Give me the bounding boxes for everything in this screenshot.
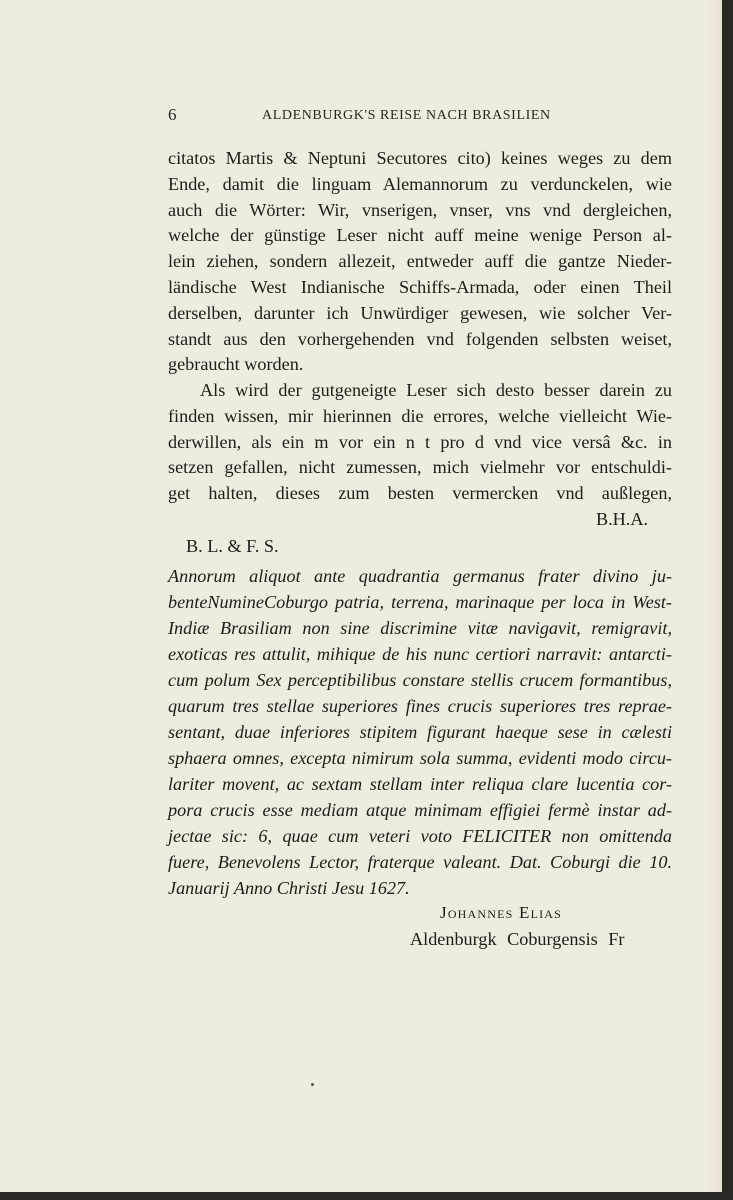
text-line: quarum tres stellae superiores fines crucis superiores tres reprae- <box>168 696 672 716</box>
author-origin: Aldenburgk Coburgensis Fr <box>410 929 625 949</box>
text-line: ländische West Indianische Schiffs-Armada, oder einen Theil <box>168 276 672 297</box>
text-line: Indiæ Brasiliam non sine discrimine vitæ navigavit, remigravit, <box>168 618 672 638</box>
page-header <box>0 105 722 127</box>
text-line: gebraucht worden. <box>168 354 304 375</box>
text-line: sphaera omnes, excepta nimirum sola summa, evidenti modo circu- <box>168 748 672 768</box>
text-line: jectae sic: 6, quae cum veteri voto FELICITER non omittenda <box>168 826 672 846</box>
body-paragraph-1 <box>168 146 672 378</box>
text-line: Annorum aliquot ante quadrantia germanus frater divino ju- <box>168 566 672 586</box>
latin-dedication <box>168 563 672 901</box>
text-line: get halten, dieses zum besten vermercken vnd außlegen, <box>168 483 672 504</box>
text-line: pora crucis esse mediam atque minimam effigiei fermè instar ad- <box>168 800 672 820</box>
running-head: ALDENBURGK'S REISE NACH BRASILIEN <box>262 108 551 123</box>
text-line: benteNumineCoburgo patria, terrena, marinaque per loca in West- <box>168 592 672 612</box>
text-line: welche der günstige Leser nicht auff meine wenige Person al- <box>168 225 672 246</box>
text-line: finden wissen, mir hierinnen die errores, welche vielleicht Wie- <box>168 405 672 426</box>
text-line: exoticas res attulit, mihique de his nunc certiori narravit: antarcti- <box>168 644 672 664</box>
signature-initials: B.H.A. <box>596 509 649 529</box>
text-line: sentant, duae inferiores stipitem figurant haeque sese in cælesti <box>168 722 672 742</box>
text-line: Januarij Anno Christi Jesu 1627. <box>168 878 410 898</box>
text-line: cum polum Sex perceptibilibus constare stellis crucem formantibus, <box>168 670 672 690</box>
ink-speck <box>311 1083 314 1086</box>
body-paragraph-2 <box>168 378 672 507</box>
text-line: standt aus den vorhergehenden vnd folgenden selbsten weiset, <box>168 328 672 349</box>
text-line: Als wird der gutgeneigte Leser sich desto besser darein zu <box>200 380 672 400</box>
addressee-line: B. L. & F. S. <box>186 536 279 556</box>
text-line: lariter movent, ac sextam stellam inter reliqua clare lucentia cor- <box>168 774 672 794</box>
text-line: derselben, darunter ich Unwürdiger gewesen, wie solcher Ver- <box>168 302 672 323</box>
page-number: 6 <box>168 105 177 124</box>
text-line: setzen gefallen, nicht zumessen, mich vielmehr vor entschuldi- <box>168 457 672 478</box>
text-line: lein ziehen, sondern allezeit, entweder auff die gantze Nieder- <box>168 251 672 272</box>
text-line: fuere, Benevolens Lector, fraterque valeant. Dat. Coburgi die 10. <box>168 852 672 872</box>
text-line: citatos Martis & Neptuni Secutores cito) keines weges zu dem <box>168 148 672 168</box>
text-line: Ende, damit die linguam Alemannorum zu verdunckelen, wie <box>168 173 672 194</box>
page-edge-shadow <box>708 0 722 1192</box>
text-line: auch die Wörter: Wir, vnserigen, vnser, vns vnd dergleichen, <box>168 199 672 220</box>
text-line: derwillen, als ein m vor ein n t pro d vnd vice versâ &c. in <box>168 431 672 452</box>
author-name: Johannes Elias <box>440 903 563 922</box>
